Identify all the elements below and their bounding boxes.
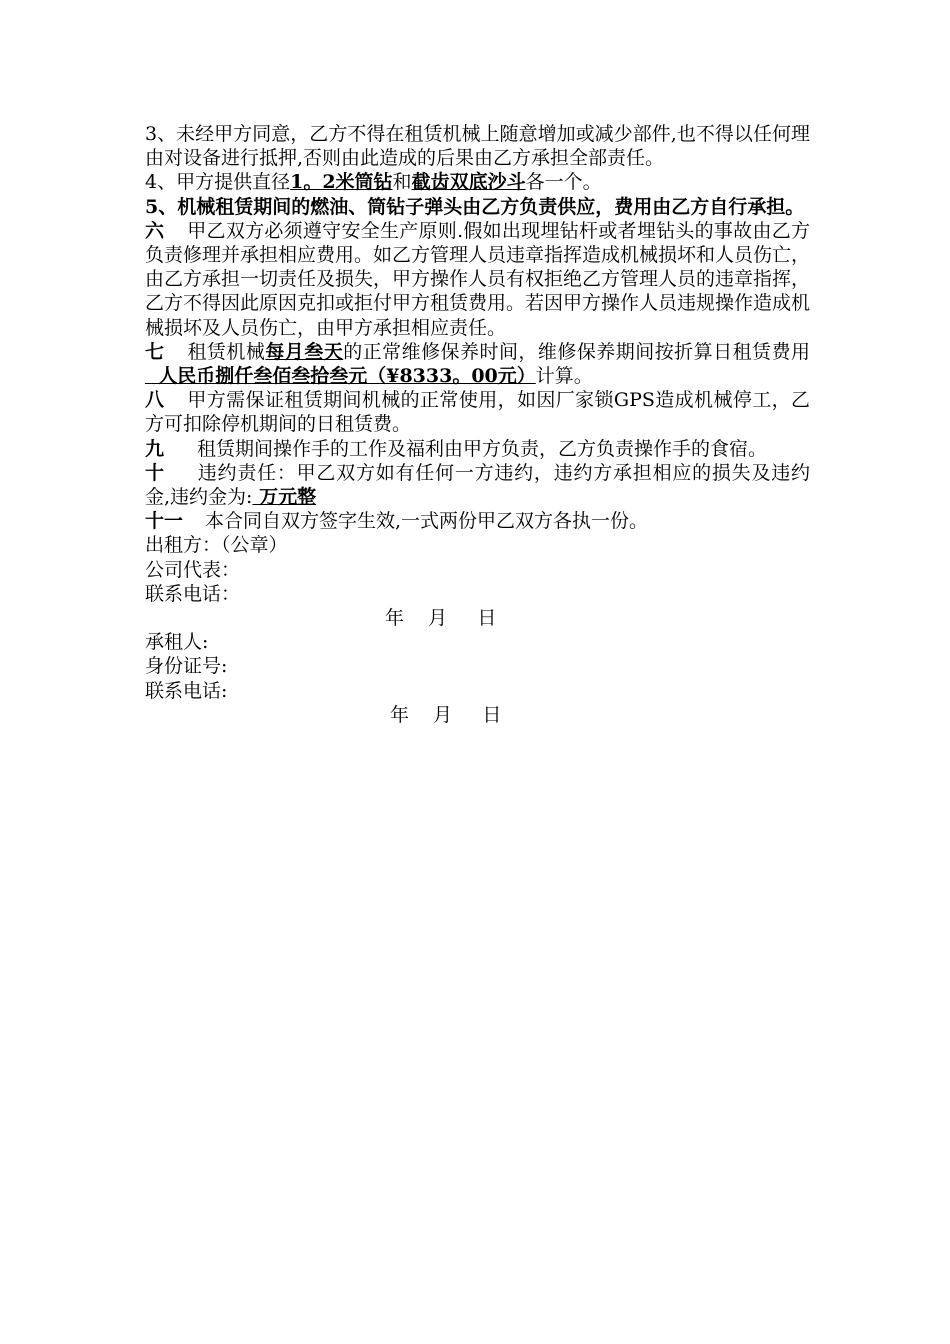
clause-7-number: 七: [145, 340, 165, 363]
lessee-phone: 联系电话:: [145, 679, 228, 702]
clause-10-text: 违约责任：甲乙双方如有任何一方违约，违约方承担相应的损失及违约金,违约金为:: [145, 461, 810, 509]
clause-5-text: 5、机械租赁期间的燃油、筒钻子弹头由乙方负责供应，费用由乙方自行承担。: [145, 195, 805, 218]
lessor-date: 年 月 日: [385, 607, 497, 630]
clause-11-number: 十一: [145, 510, 184, 533]
clause-4: [145, 170, 810, 194]
clause-9: [145, 437, 810, 461]
clause-4-mid: 和: [392, 171, 412, 194]
lessor-phone: 联系电话：: [145, 582, 241, 605]
clause-6-number: 六: [145, 219, 165, 242]
clause-10: [145, 461, 810, 509]
maintenance-days: 每月叁天: [265, 340, 344, 363]
lessor-representative: 公司代表：: [145, 558, 241, 581]
clause-6-text: 甲乙双方必须遵守安全生产原则.假如出现埋钻杆或者埋钻头的事故由乙方负责修理并承担相应费用。如乙方管理人员违章指挥造成机械损坏和人员伤亡，由乙方承担一切责任及损失，甲方操作人员有权拒绝乙方管理人员的违章指挥，乙方不得因此原因克扣或拒付甲方租赁费用。若因甲方操作人员违规操作造成机械损坏及人员伤亡，由甲方承担相应责任。: [145, 219, 811, 339]
lessee-id-number: 身份证号:: [145, 655, 228, 678]
bucket-spec: 截齿双底沙斗: [411, 171, 526, 194]
clause-7-mid: 的正常维修保养时间，维修保养期间按折算日租赁费用: [343, 340, 810, 363]
lessee-date: 年 月 日: [390, 703, 502, 726]
clause-11: [145, 509, 810, 533]
clause-7-prefix: 租赁机械: [187, 340, 266, 363]
drill-spec: 1。2米筒钻: [290, 171, 393, 194]
clause-8-text: 甲方需保证租赁期间机械的正常使用，如因厂家锁GPS造成机械停工，乙方可扣除停机期间的日租赁费。: [145, 389, 810, 436]
clause-7: [145, 340, 810, 388]
lessor-label: 出租方：（公章）: [145, 534, 288, 557]
clause-5: [145, 195, 810, 219]
clause-8-number: 八: [145, 389, 165, 412]
clause-9-text: 租赁期间操作手的工作及福利由甲方负责，乙方负责操作手的食宿。: [197, 437, 768, 460]
clause-11-text: 本合同自双方签字生效,一式两份甲乙双方各执一份。: [205, 510, 649, 533]
clause-3: 3、未经甲方同意，乙方不得在租赁机械上随意增加或减少部件,也不得以任何理由对设备进行抵押,否则由此造成的后果由乙方承担全部责任。: [145, 123, 810, 170]
clause-6: [145, 219, 810, 340]
clause-10-number: 十: [145, 461, 165, 484]
clause-4-prefix: 4、甲方提供直径: [145, 171, 291, 194]
clause-4-suffix: 各一个。: [525, 171, 602, 194]
clause-7-suffix: 计算。: [535, 365, 593, 388]
daily-fee-amount: 人民币捌仟叁佰叁拾叁元（¥8333。00元）: [145, 365, 536, 388]
clause-9-number: 九: [145, 437, 165, 460]
clause-8: [145, 388, 810, 436]
penalty-amount: 万元整: [252, 486, 317, 509]
contract-page: [145, 122, 810, 727]
lessee-label: 承租人:: [145, 631, 209, 654]
